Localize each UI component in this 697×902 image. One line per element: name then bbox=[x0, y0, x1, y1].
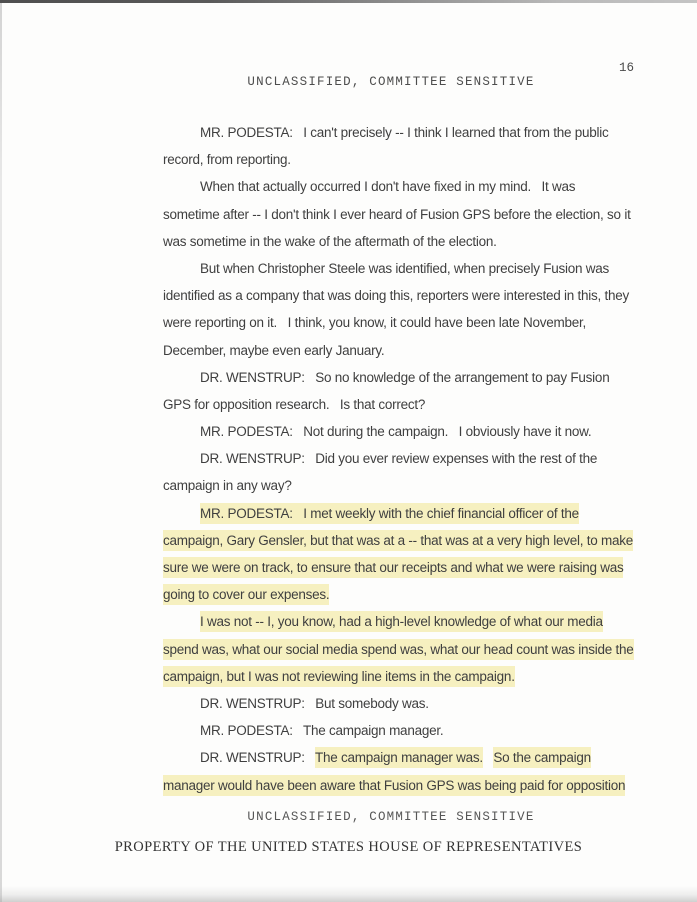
text-segment: campaign in any way? bbox=[163, 478, 292, 494]
scan-artifact-bottom-shadow bbox=[0, 886, 697, 902]
text-segment: DR. WENSTRUP: Did you ever review expenses with the rest of the bbox=[200, 451, 598, 467]
transcript-line bbox=[163, 717, 663, 744]
transcript-line bbox=[163, 690, 663, 717]
transcript-line bbox=[163, 418, 663, 445]
header-classification-banner: UNCLASSIFIED, COMMITTEE SENSITIVE bbox=[247, 75, 535, 89]
text-segment bbox=[483, 750, 494, 765]
transcript-line bbox=[163, 337, 663, 364]
text-segment: were reporting on it. I think, you know, it could have been late November, bbox=[163, 315, 586, 331]
highlighted-text-segment: sure we were on track, to ensure that our receipts and what we were raising was bbox=[163, 557, 623, 578]
text-segment: identified as a company that was doing this, reporters were interested in this, they bbox=[163, 288, 630, 304]
transcript-line bbox=[163, 146, 663, 173]
transcript-line bbox=[163, 500, 663, 527]
text-segment: But when Christopher Steele was identified, when precisely Fusion was bbox=[200, 260, 609, 276]
transcript-line bbox=[163, 201, 663, 228]
transcript-line bbox=[163, 636, 663, 663]
highlighted-text-segment: So the campaign bbox=[493, 747, 591, 768]
transcript-line bbox=[163, 581, 663, 608]
highlighted-text-segment: campaign, Gary Gensler, but that was at a -- that was at a very high level, to make bbox=[163, 530, 633, 551]
text-segment: GPS for opposition research. Is that correct? bbox=[163, 396, 426, 412]
text-segment: record, from reporting. bbox=[163, 152, 291, 168]
text-segment: DR. WENSTRUP: So no knowledge of the arrangement to pay Fusion bbox=[200, 369, 610, 385]
page-number: 16 bbox=[618, 61, 634, 75]
highlighted-text-segment: spend was, what our social media spend was, what our head count was inside the bbox=[163, 639, 634, 660]
transcript-line bbox=[163, 255, 663, 282]
transcript-body bbox=[163, 119, 663, 799]
highlighted-text-segment: manager would have been aware that Fusion GPS was being paid for opposition bbox=[163, 775, 625, 796]
transcript-line bbox=[163, 173, 663, 200]
text-segment: December, maybe even early January. bbox=[163, 342, 385, 358]
highlighted-text-segment: The campaign manager was. bbox=[315, 747, 483, 768]
footer-classification-banner: UNCLASSIFIED, COMMITTEE SENSITIVE bbox=[247, 810, 535, 824]
text-segment: MR. PODESTA: Not during the campaign. I obviously have it now. bbox=[200, 424, 592, 440]
transcript-line bbox=[163, 527, 663, 554]
highlighted-text-segment: MR. PODESTA: I met weekly with the chief financial officer of the bbox=[200, 503, 579, 524]
transcript-line bbox=[163, 119, 663, 146]
transcript-line bbox=[163, 608, 663, 635]
scan-artifact-top-edge bbox=[0, 0, 697, 3]
transcript-line bbox=[163, 228, 663, 255]
text-segment: sometime after -- I don't think I ever heard of Fusion GPS before the election, so it bbox=[163, 206, 631, 222]
transcript-line bbox=[163, 364, 663, 391]
transcript-line bbox=[163, 772, 663, 799]
transcript-line bbox=[163, 554, 663, 581]
text-segment: MR. PODESTA: The campaign manager. bbox=[200, 723, 444, 739]
text-segment: DR. WENSTRUP: But somebody was. bbox=[200, 695, 429, 711]
scan-artifact-left-edge bbox=[0, 3, 2, 902]
transcript-line bbox=[163, 663, 663, 690]
transcript-line bbox=[163, 309, 663, 336]
text-segment: was sometime in the wake of the aftermath of the election. bbox=[163, 233, 497, 249]
highlighted-text-segment: campaign, but I was not reviewing line items in the campaign. bbox=[163, 666, 515, 687]
text-segment: When that actually occurred I don't have fixed in my mind. It was bbox=[200, 179, 576, 195]
footer-property-notice: PROPERTY OF THE UNITED STATES HOUSE OF REPRESENTATIVES bbox=[114, 839, 583, 855]
transcript-line bbox=[163, 744, 663, 771]
highlighted-text-segment: going to cover our expenses. bbox=[163, 584, 329, 605]
highlighted-text-segment: I was not -- I, you know, had a high-level knowledge of what our media bbox=[200, 611, 603, 632]
transcript-line bbox=[163, 282, 663, 309]
transcript-line bbox=[163, 445, 663, 472]
transcript-line bbox=[163, 472, 663, 499]
text-segment: MR. PODESTA: I can't precisely -- I think I learned that from the public bbox=[200, 125, 609, 140]
transcript-line bbox=[163, 391, 663, 418]
text-segment: DR. WENSTRUP: bbox=[200, 750, 316, 766]
